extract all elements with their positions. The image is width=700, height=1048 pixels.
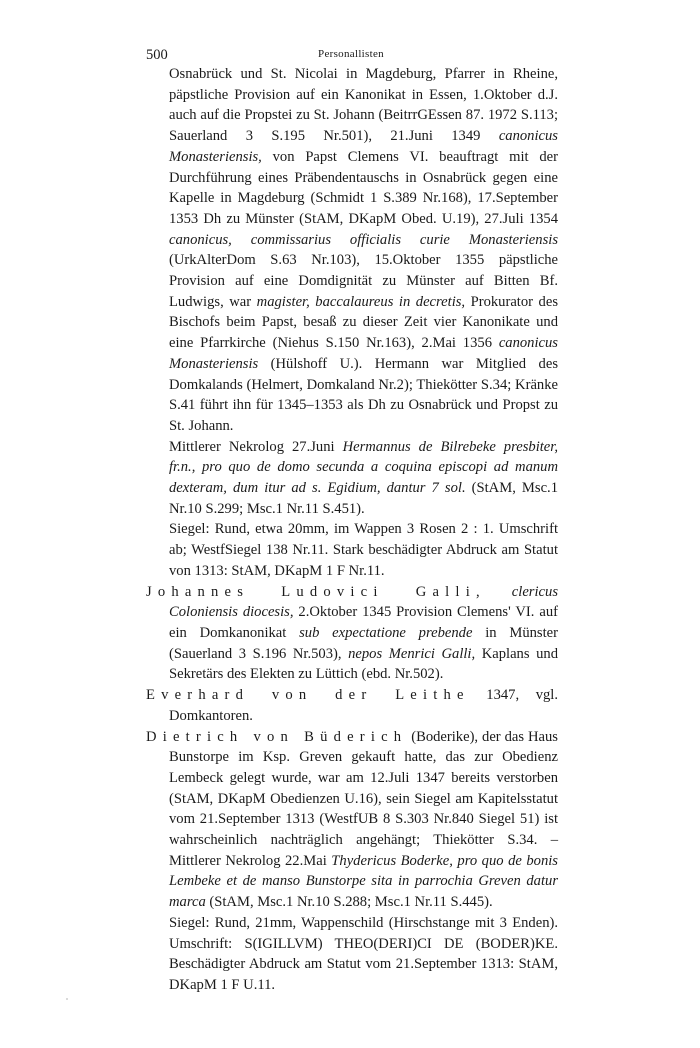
person-entry xyxy=(146,582,558,686)
person-entry xyxy=(146,727,558,913)
latin-quote: clericus Coloniensis diocesis, xyxy=(169,583,558,621)
page-number: 500 xyxy=(146,47,168,63)
text-run: Prokurator des Bischofs beim Papst, besaß zu dieser Zeit vier Kanonikate und eine Pfarrkirche (Niehus S.150 Nr.163), 2.Mai 1356 xyxy=(169,293,558,352)
text-run: (StAM, Msc.1 Nr.10 S.299; Msc.1 Nr.11 S.451). xyxy=(169,480,558,517)
latin-quote: Thydericus Boderke, pro quo de bonis Lembeke et de manso Bunstorpe sita in parrochia Greven datur marca xyxy=(169,852,558,911)
text-run: (Hülshoff U.). Hermann war Mitglied des Domkalands (Helmert, Domkaland Nr.2); Thiekötter S.34; Kränke S.41 führt ihn für 1345–1353 als Dh zu Osnabrück und Propst zu St. Johann. xyxy=(169,355,558,434)
text-run: Siegel: Rund, etwa 20mm, im Wappen 3 Rosen 2 : 1. Umschrift ab; WestfSiegel 138 Nr.11. Stark beschädigter Abdruck am Statut von 1313: StAM, DKapM 1 F Nr.11. xyxy=(169,521,558,579)
text-run: in Münster (Sauerland 3 S.196 Nr.503), xyxy=(169,624,558,662)
latin-quote: Hermannus de Bilrebeke presbiter, fr.n., pro quo de domo secunda a coquina episcopi ad manum dexteram, dum itur ad s. Egidium, dantur 7 sol. xyxy=(169,438,558,497)
person-name: Dietrich von Büderich xyxy=(146,728,408,745)
text-run: Osnabrück und St. Nicolai in Magdeburg, Pfarrer in Rheine, päpstliche Provision auf ein Kanonikat in Essen, 1.Oktober d.J. auch auf die Propstei zu St. Johann (BeitrrGEssen 87. 1972 S.113; Sauerland 3 S.195 Nr.501), 21.Juni 1349 xyxy=(169,66,558,145)
latin-quote: sub expectatione prebende xyxy=(299,624,473,641)
person-name: Johannes Ludovici Galli, xyxy=(146,583,486,600)
running-title: Personallisten xyxy=(318,48,384,60)
latin-quote: nepos Menrici Galli, xyxy=(348,645,476,662)
entry-subparagraph xyxy=(146,437,558,520)
text-run: von Papst Clemens VI. beauftragt mit der Durchführung eines Präbendentauschs in Osnabrück gegen eine Kapelle in Magdeburg (Schmidt 1 S.389 Nr.168), 17.September 1353 Dh zu Münster (StAM, DKapM Obed. U.19), 27.Juli 1354 xyxy=(169,148,558,227)
text-run: Siegel: Rund, 21mm, Wappenschild (Hirschstange mit 3 Enden). Umschrift: S(IGILLVM) THEO(DERI)CI DE (BODER)KE. Beschädigter Abdruck am Statut vom 21.September 1313: StAM, DKapM 1 F U.11. xyxy=(169,914,558,993)
entry-continuation xyxy=(146,64,558,437)
person-name: Everhard von der Leithe xyxy=(146,687,470,704)
scan-speck xyxy=(66,998,68,1000)
latin-quote: canonicus Monasteriensis xyxy=(169,335,558,372)
latin-quote: canonicus, commissarius officialis curie Monasteriensis xyxy=(169,231,558,248)
text-run: Kaplans und Sekretärs des Elekten zu Lüttich (ebd. Nr.502). xyxy=(169,645,558,683)
latin-quote: canonicus Monasteriensis, xyxy=(169,128,558,165)
text-run: 1347, vgl. Domkantoren. xyxy=(169,687,558,724)
text-run: (UrkAlterDom S.63 Nr.103), 15.Oktober 1355 päpstliche Provision auf eine Domdignität zu Münster auf Bitten Bf. Ludwigs, war xyxy=(169,252,558,310)
text-run: (StAM, Msc.1 Nr.10 S.288; Msc.1 Nr.11 S.445). xyxy=(205,894,493,911)
text-run: Mittlerer Nekrolog 27.Juni xyxy=(169,438,343,455)
person-entry xyxy=(146,685,558,726)
entry-subparagraph xyxy=(146,519,558,581)
entry-subparagraph xyxy=(146,913,558,996)
text-run: (Boderike), der das Haus Bunstorpe im Ksp. Greven gekauft hatte, das zur Obedienz Lembeck gelegt wurde, war am 12.Juli 1347 bereits verstorben (StAM, DKapM Obedienzen U.16), sein Siegel am Kapitelsstatut vom 21.September 1313 (WestfUB 8 S.303 Nr.840 Siegel 51) ist wahrscheinlich nachträglich angehängt; Thiekötter S.34. – Mittlerer Nekrolog 22.Mai xyxy=(169,728,558,869)
text-run xyxy=(486,584,512,600)
text-run: 2.Oktober 1345 Provision Clemens' VI. auf ein Domkanonikat xyxy=(169,604,558,641)
latin-quote: magister, baccalaureus in decretis, xyxy=(256,293,466,310)
text-body xyxy=(146,64,558,996)
